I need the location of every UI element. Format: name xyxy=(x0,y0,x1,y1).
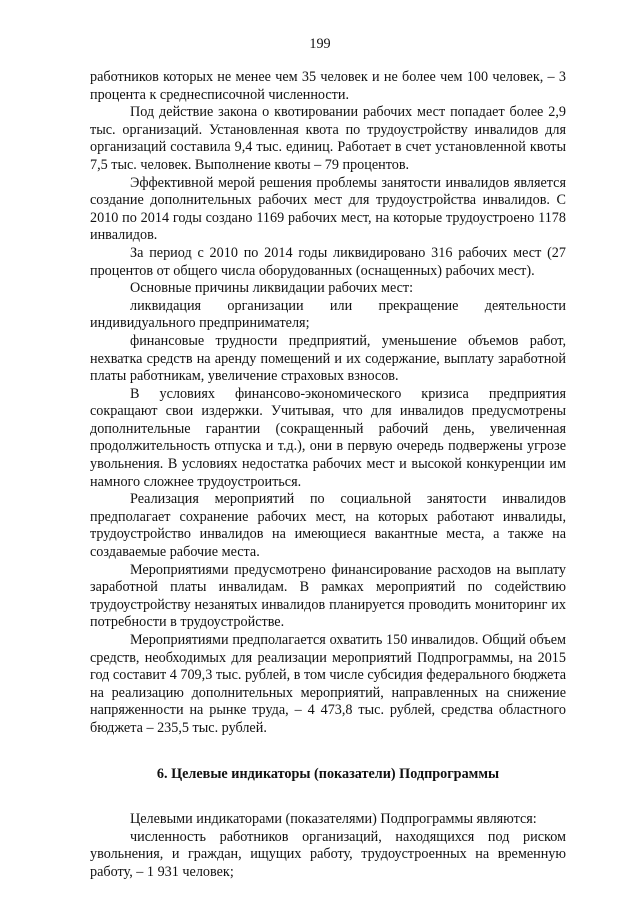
paragraph: Эффективной мерой решения проблемы занятости инвалидов является создание дополнительных рабочих мест для трудоустройства инвалидов. С 2010 по 2014 годы создано 1169 рабочих мест, на которые трудоустроено 1178 инвалидов. xyxy=(90,174,566,244)
paragraph: ликвидация организации или прекращение деятельности индивидуального предпринимателя; xyxy=(90,297,566,332)
paragraph: За период с 2010 по 2014 годы ликвидировано 316 рабочих мест (27 процентов от общего числа оборудованных (оснащенных) рабочих мест). xyxy=(90,244,566,279)
section-heading: 6. Целевые индикаторы (показатели) Подпрограммы xyxy=(156,765,500,782)
paragraph: Под действие закона о квотировании рабочих мест попадает более 2,9 тыс. организаций. Установленная квота по трудоустройству инвалидов для организаций составила 9,4 тыс. единиц. Работает в счет установленной квоты 7,5 тыс. человек. Выполнение квоты – 79 процентов. xyxy=(90,104,566,173)
paragraphs-after xyxy=(90,811,566,881)
paragraph: Реализация мероприятий по социальной занятости инвалидов предполагает сохранение рабочих мест, на которых работают инвалиды, трудоустройство инвалидов на имеющиеся вакантные места, а также на создаваемые рабочие места. xyxy=(90,491,566,561)
paragraph: Основные причины ликвидации рабочих мест: xyxy=(130,280,414,297)
paragraph: численность работников организаций, находящихся под риском увольнения, и граждан, ищущих работу, трудоустроенных на временную работу, – 1 931 человек; xyxy=(90,828,566,880)
paragraph: работников которых не менее чем 35 человек и не более чем 100 человек, – 3 процента к среднесписочной численности. xyxy=(90,69,566,103)
paragraphs-before xyxy=(90,69,566,738)
paragraph: Мероприятиями предусмотрено финансирование расходов на выплату заработной платы инвалидам. В рамках мероприятий по содействию трудоустройству незанятых инвалидов планируется проводить мониторинг их потребности в трудоустройстве. xyxy=(90,561,566,631)
paragraph: Целевыми индикаторами (показателями) Подпрограммы являются: xyxy=(130,811,537,828)
paragraph: финансовые трудности предприятий, уменьшение объемов работ, нехватка средств на аренду помещений и их содержание, выплату заработной платы работникам, увеличение страховых взносов. xyxy=(90,332,566,385)
body-text xyxy=(90,69,566,882)
page-number: 199 xyxy=(309,36,331,52)
paragraph: Мероприятиями предполагается охватить 150 инвалидов. Общий объем средств, необходимых для реализации мероприятий Подпрограммы, на 2015 год составит 4 709,3 тыс. рублей, в том числе субсидия федерального бюджета на реализацию дополнительных мероприятий, направленных на снижение напряженности на рынке труда, – 4 473,8 тыс. рублей, средства областного бюджета – 235,5 тыс. рублей. xyxy=(90,632,566,736)
paragraph: В условиях финансово-экономического кризиса предприятия сокращают свои издержки. Учитывая, что для инвалидов предусмотрены дополнительные гарантии (сокращенный рабочий день, увеличенная продолжительность отпуска и т.д.), они в первую очередь подвержены угрозе увольнения. В условиях недостатка рабочих мест и высокой конкуренции им намного сложнее трудоустроиться. xyxy=(90,385,566,490)
